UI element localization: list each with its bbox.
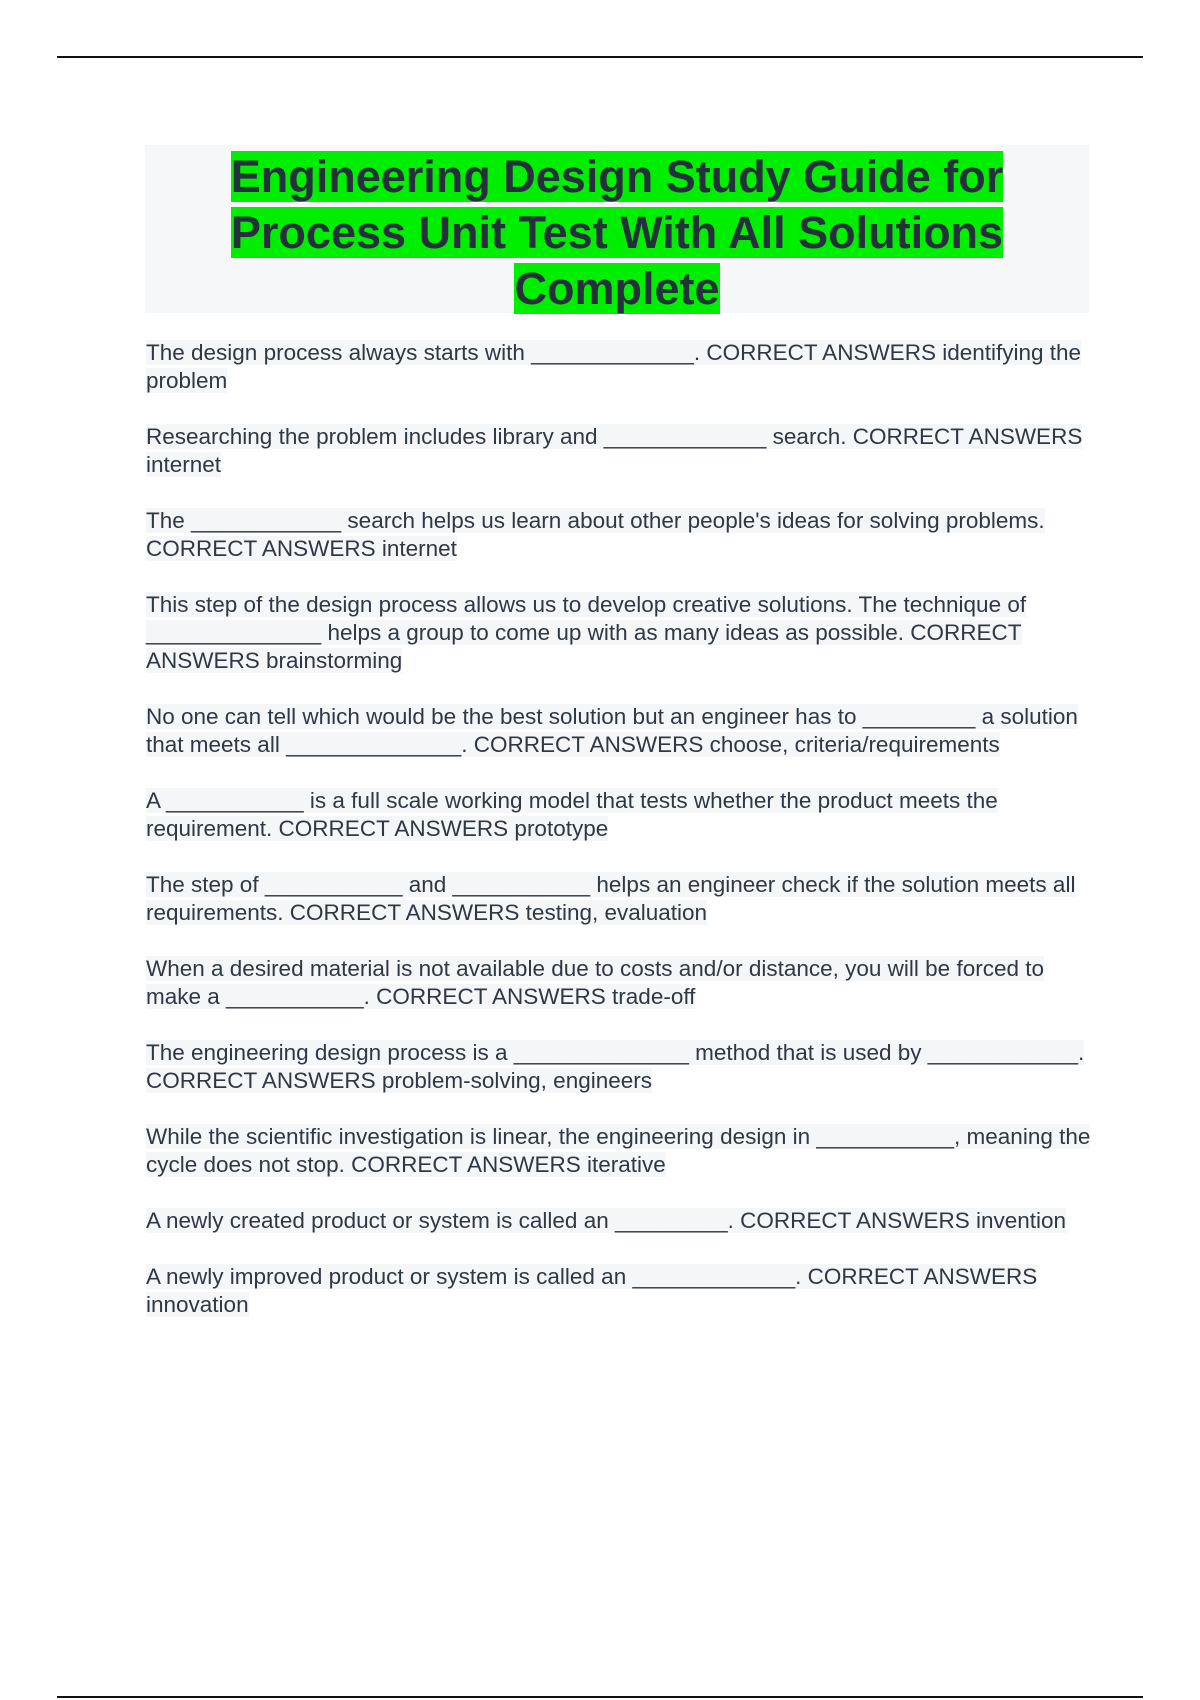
- question-item: [146, 339, 1096, 395]
- question-item: [146, 1207, 1096, 1235]
- question-item: [146, 591, 1096, 675]
- bottom-rule: [57, 1696, 1143, 1698]
- question-text: While the scientific investigation is linear, the engineering design in ___________, meaning the cycle does not stop. CORRECT ANSWERS iterative: [146, 1124, 1091, 1177]
- question-item: [146, 787, 1096, 843]
- title-block: [145, 145, 1089, 313]
- question-item: [146, 955, 1096, 1011]
- question-text: When a desired material is not available due to costs and/or distance, you will be forced to make a ___________. CORRECT ANSWERS trade-off: [146, 956, 1044, 1009]
- question-text: A newly created product or system is called an _________. CORRECT ANSWERS invention: [146, 1208, 1067, 1233]
- question-text: The engineering design process is a ______________ method that is used by ____________. CORRECT ANSWERS problem-solving, engineers: [146, 1040, 1085, 1093]
- question-item: [146, 1123, 1096, 1179]
- question-item: [146, 1263, 1096, 1319]
- question-item: [146, 871, 1096, 927]
- question-text: The step of ___________ and ___________ helps an engineer check if the solution meets all requirements. CORRECT ANSWERS testing, evaluation: [146, 872, 1076, 925]
- question-text: The design process always starts with _____________. CORRECT ANSWERS identifying the problem: [146, 340, 1082, 393]
- question-list: [146, 339, 1096, 1347]
- question-text: A ___________ is a full scale working model that tests whether the product meets the requirement. CORRECT ANSWERS prototype: [146, 788, 998, 841]
- question-text: This step of the design process allows us to develop creative solutions. The technique of ______________ helps a group to come up with as many ideas as possible. CORRECT ANSWERS brainstorming: [146, 592, 1027, 673]
- question-text: Researching the problem includes library and _____________ search. CORRECT ANSWERS internet: [146, 424, 1083, 477]
- question-item: [146, 703, 1096, 759]
- question-item: [146, 507, 1096, 563]
- question-text: The ____________ search helps us learn about other people's ideas for solving problems. CORRECT ANSWERS internet: [146, 508, 1045, 561]
- document-title-text: Engineering Design Study Guide for Process Unit Test With All Solutions Complete: [230, 151, 1004, 314]
- document-title: [145, 145, 1089, 317]
- top-rule: [57, 56, 1143, 58]
- question-text: A newly improved product or system is called an _____________. CORRECT ANSWERS innovation: [146, 1264, 1038, 1317]
- question-item: [146, 423, 1096, 479]
- question-text: No one can tell which would be the best solution but an engineer has to _________ a solution that meets all ______________. CORRECT ANSWERS choose, criteria/requirements: [146, 704, 1078, 757]
- question-item: [146, 1039, 1096, 1095]
